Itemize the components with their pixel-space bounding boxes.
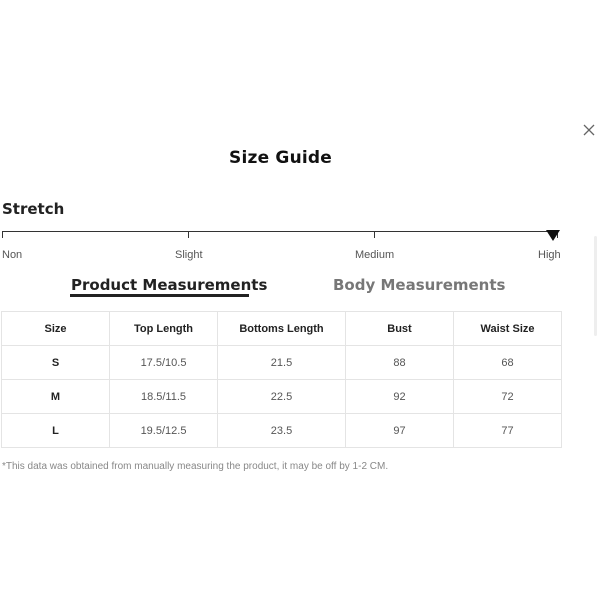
stretch-marker-icon bbox=[546, 230, 560, 241]
stretch-tick-slight bbox=[188, 231, 189, 238]
measurement-note: *This data was obtained from manually measuring the product, it may be off by 1-2 CM. bbox=[2, 461, 389, 472]
cell-bust: 97 bbox=[346, 414, 454, 448]
cell-waist-size: 68 bbox=[454, 346, 562, 380]
cell-top-length: 17.5/10.5 bbox=[110, 346, 218, 380]
stretch-tick-non bbox=[2, 231, 3, 238]
cell-bust: 92 bbox=[346, 380, 454, 414]
scrollbar[interactable] bbox=[594, 236, 597, 336]
stretch-label: Stretch bbox=[2, 200, 65, 218]
stretch-scale bbox=[2, 231, 558, 239]
cell-bust: 88 bbox=[346, 346, 454, 380]
cell-waist-size: 77 bbox=[454, 414, 562, 448]
close-icon bbox=[582, 123, 596, 137]
table-header-row bbox=[2, 312, 562, 346]
cell-top-length: 18.5/11.5 bbox=[110, 380, 218, 414]
table-row bbox=[2, 414, 562, 448]
cell-bottoms-length: 22.5 bbox=[218, 380, 346, 414]
stretch-level-high: High bbox=[538, 249, 561, 261]
stretch-level-non: Non bbox=[2, 249, 23, 261]
header-bottoms-length: Bottoms Length bbox=[218, 312, 346, 346]
active-tab-underline bbox=[70, 294, 249, 297]
stretch-level-slight: Slight bbox=[175, 249, 203, 261]
cell-bottoms-length: 23.5 bbox=[218, 414, 346, 448]
header-waist-size: Waist Size bbox=[454, 312, 562, 346]
tab-body-measurements[interactable]: Body Measurements bbox=[333, 276, 506, 294]
close-button[interactable] bbox=[582, 123, 596, 137]
cell-size: M bbox=[2, 380, 110, 414]
stretch-tick-medium bbox=[374, 231, 375, 238]
stretch-scale-line bbox=[2, 231, 558, 232]
header-bust: Bust bbox=[346, 312, 454, 346]
cell-waist-size: 72 bbox=[454, 380, 562, 414]
cell-top-length: 19.5/12.5 bbox=[110, 414, 218, 448]
header-size: Size bbox=[2, 312, 110, 346]
cell-size: S bbox=[2, 346, 110, 380]
cell-size: L bbox=[2, 414, 110, 448]
table-row bbox=[2, 380, 562, 414]
tab-product-measurements[interactable]: Product Measurements bbox=[71, 276, 268, 294]
cell-bottoms-length: 21.5 bbox=[218, 346, 346, 380]
header-top-length: Top Length bbox=[110, 312, 218, 346]
table-row bbox=[2, 346, 562, 380]
size-table bbox=[1, 311, 562, 448]
stretch-level-medium: Medium bbox=[355, 249, 395, 261]
modal-title: Size Guide bbox=[229, 148, 332, 168]
